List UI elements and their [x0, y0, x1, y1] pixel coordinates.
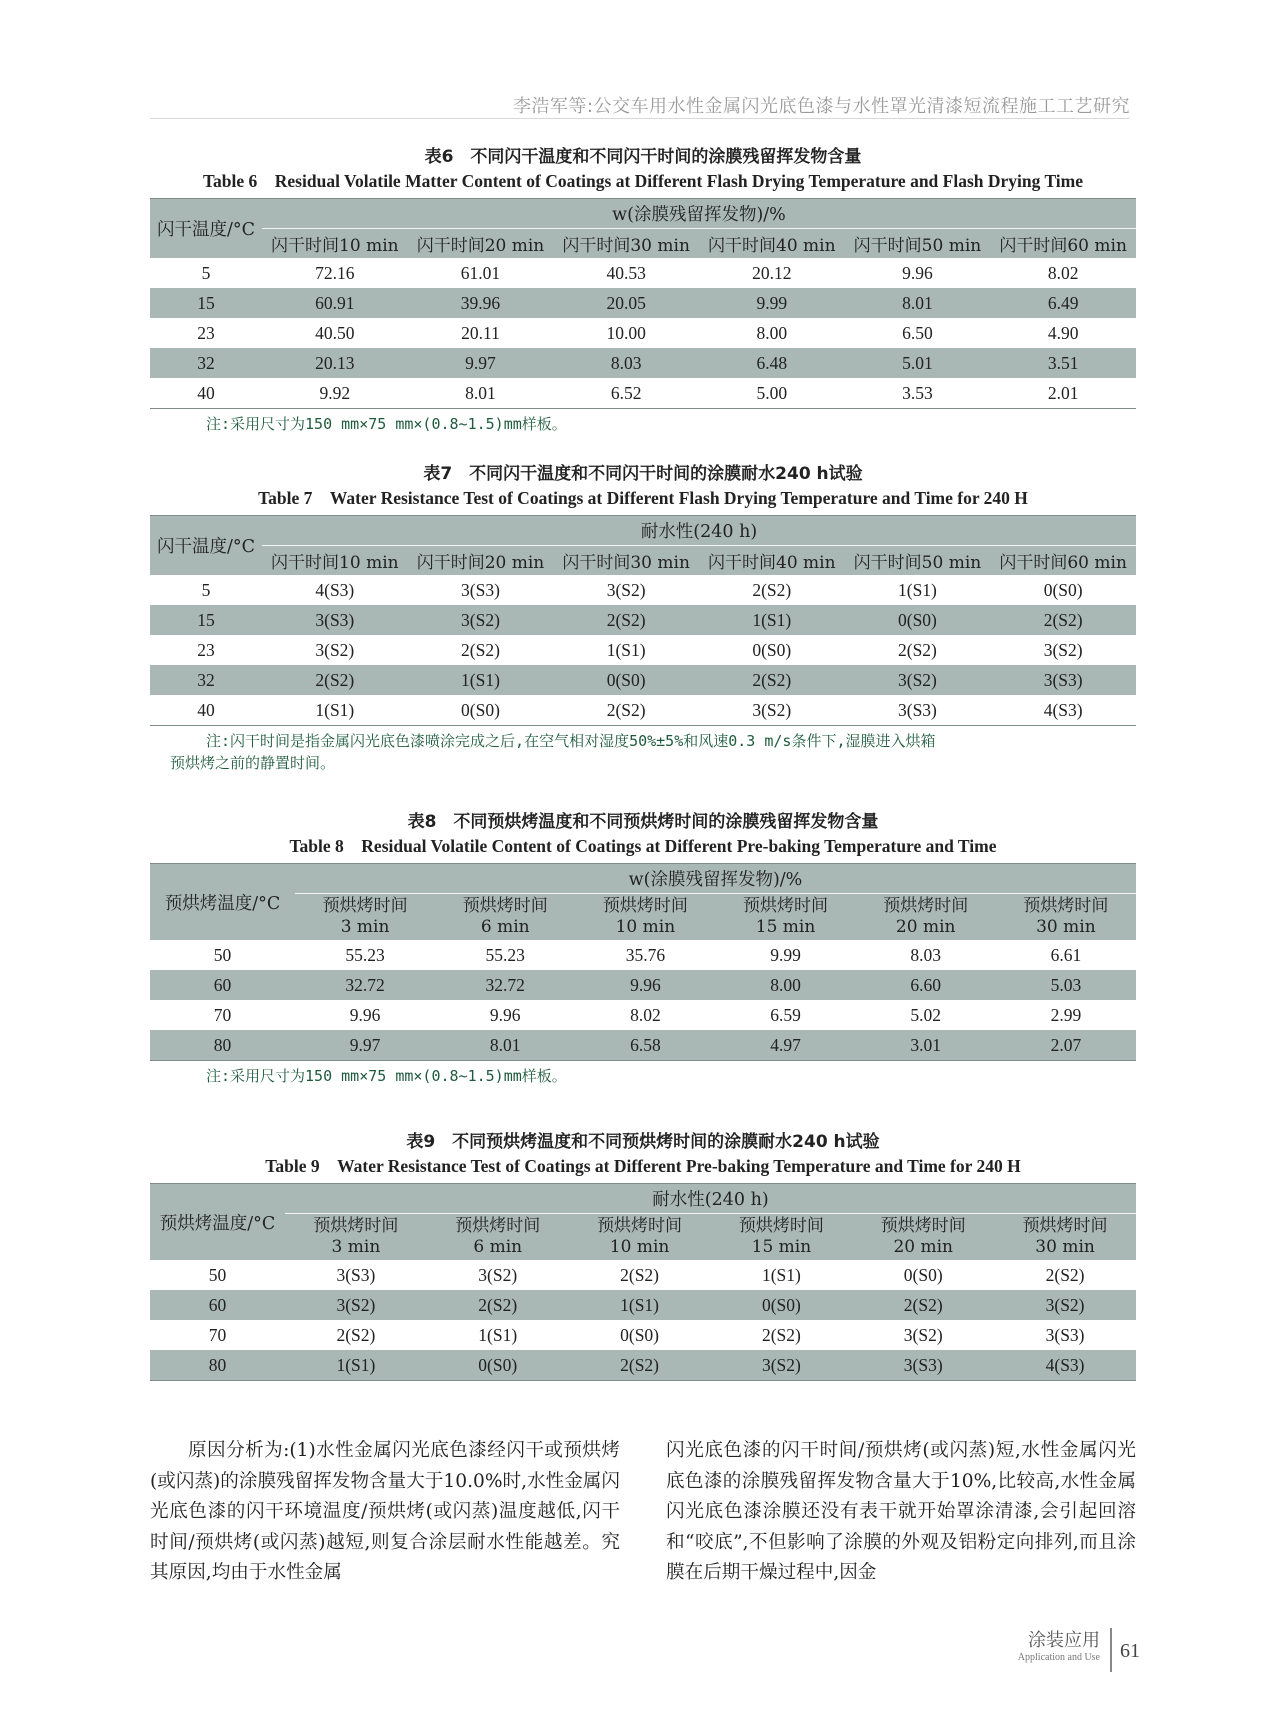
table-cell: 3(S3) [1045, 1324, 1085, 1345]
table-cell: 2(S2) [990, 605, 1136, 635]
table-cell: 55.23 [485, 944, 525, 965]
table-cell: 8.02 [1047, 262, 1079, 283]
table-6-column-header: 闪干时间20 min [408, 229, 554, 259]
table-6-note: 注:采用尺寸为150 mm×75 mm×(0.8~1.5)mm样板。 [206, 415, 567, 433]
table-cell: 9.96 [575, 970, 715, 1000]
table-cell: 2(S2) [606, 699, 646, 720]
table-cell: 4(S3) [315, 579, 355, 600]
table-9-body [150, 1260, 1136, 1381]
table-row [150, 940, 1136, 970]
table-cell: 9.92 [319, 382, 351, 403]
table-cell: 2(S2) [553, 605, 699, 635]
table-7-note-line-1: 注:闪干时间是指金属闪光底色漆喷涂完成之后,在空气相对湿度50%±5%和风速0.3 m/s条件下,湿膜进入烘箱 [206, 732, 936, 750]
table-6-column-header: 闪干时间30 min [553, 229, 699, 259]
table-7-column-header: 闪干时间20 min [408, 546, 554, 576]
table-cell: 2(S2) [761, 1324, 801, 1345]
table-row [150, 258, 1136, 288]
row-header-cell: 60 [150, 1290, 285, 1320]
table-7-column-header: 闪干时间50 min [845, 546, 991, 576]
table-9-group-header: 耐水性(240 h) [285, 1184, 1136, 1214]
table-9-column-header: 预烘烤时间 3 min [285, 1214, 427, 1261]
row-header-cell: 50 [213, 944, 232, 965]
table-7-group-header: 耐水性(240 h) [262, 516, 1136, 546]
table-cell: 2(S2) [898, 639, 937, 660]
row-header-cell: 23 [197, 322, 215, 343]
table-row [150, 378, 1136, 409]
table-cell: 2(S2) [262, 665, 408, 695]
table-7 [150, 515, 1136, 726]
table-row [150, 695, 1136, 726]
table-cell: 8.00 [756, 322, 788, 343]
table-9-stub-header: 预烘烤温度/°C [150, 1184, 285, 1261]
table-cell: 8.01 [465, 382, 496, 403]
table-7-block [150, 462, 1136, 774]
table-row [150, 635, 1136, 665]
table-cell: 1(S1) [408, 665, 554, 695]
table-cell: 3(S2) [845, 665, 991, 695]
table-cell: 1(S1) [699, 605, 845, 635]
table-9-column-header: 预烘烤时间 15 min [710, 1214, 852, 1261]
table-8-column-header: 预烘烤时间 6 min [435, 894, 575, 941]
table-6-column-header: 闪干时间40 min [699, 229, 845, 259]
table-cell: 8.01 [845, 288, 991, 318]
table-cell: 39.96 [408, 288, 554, 318]
body-column-left: 原因分析为:(1)水性金属闪光底色漆经闪干或预烘烤(或闪蒸)的涂膜残留挥发物含量大于10.0%时,水性金属闪光底色漆的闪干环境温度/预烘烤(或闪蒸)温度越低,闪干时间/预烘烤(或闪蒸)越短,则复合涂层耐水性能越差。究其原因,均由于水性金属 [150, 1440, 620, 1583]
table-cell: 1(S1) [569, 1290, 711, 1320]
row-header-cell: 70 [213, 1004, 232, 1025]
table-cell: 8.03 [910, 944, 942, 965]
row-header-cell: 23 [197, 639, 215, 660]
table-cell: 4.90 [1047, 322, 1079, 343]
row-header-cell: 5 [201, 262, 211, 283]
table-cell: 2(S2) [699, 665, 845, 695]
table-cell: 6.49 [990, 288, 1136, 318]
table-7-caption-en: Table 7 Water Resistance Test of Coatings at Different Flash Drying Temperature and Time for 240 H [258, 488, 1028, 508]
table-7-column-header: 闪干时间30 min [553, 546, 699, 576]
table-cell: 0(S0) [710, 1290, 852, 1320]
table-cell: 2(S2) [620, 1264, 660, 1285]
table-row [150, 970, 1136, 1000]
header-divider [150, 118, 1130, 119]
table-row [150, 348, 1136, 378]
table-cell: 3(S2) [1043, 639, 1083, 660]
table-cell: 10.00 [606, 322, 646, 343]
table-cell: 32.72 [435, 970, 575, 1000]
table-cell: 0(S0) [461, 699, 500, 720]
table-cell: 55.23 [345, 944, 385, 965]
table-9-column-header: 预烘烤时间 20 min [852, 1214, 994, 1261]
table-9-column-header: 预烘烤时间 30 min [994, 1214, 1136, 1261]
table-cell: 3(S2) [606, 579, 646, 600]
table-cell: 35.76 [625, 944, 666, 965]
table-cell: 4(S3) [994, 1350, 1136, 1381]
table-9-column-header: 预烘烤时间 10 min [569, 1214, 711, 1261]
table-cell: 61.01 [460, 262, 501, 283]
row-header-cell: 32 [150, 665, 262, 695]
table-cell: 2(S2) [752, 579, 792, 600]
table-cell: 20.13 [262, 348, 408, 378]
table-8-column-header: 预烘烤时间 30 min [996, 894, 1136, 941]
table-cell: 9.99 [699, 288, 845, 318]
table-7-caption-cn: 表7 不同闪干温度和不同闪干时间的涂膜耐水240 h试验 [423, 464, 863, 484]
table-7-column-header: 闪干时间60 min [990, 546, 1136, 576]
table-6-block [150, 145, 1136, 435]
table-cell: 0(S0) [553, 665, 699, 695]
table-cell: 5.00 [756, 382, 788, 403]
table-cell: 6.61 [1050, 944, 1082, 965]
table-cell: 32.72 [295, 970, 435, 1000]
table-cell: 6.59 [770, 1004, 801, 1025]
table-row [150, 1350, 1136, 1381]
table-cell: 0(S0) [752, 639, 792, 660]
table-6-caption-en: Table 6 Residual Volatile Matter Content of Coatings at Different Flash Drying Temperature and Flash Drying Time [202, 171, 1084, 191]
table-7-note-line-2: 预烘烤之前的静置时间。 [170, 754, 336, 772]
table-cell: 5.03 [996, 970, 1136, 1000]
table-cell: 72.16 [315, 262, 355, 283]
table-cell: 2(S2) [461, 639, 500, 660]
table-cell: 1(S1) [606, 639, 646, 660]
table-cell: 6.50 [902, 322, 933, 343]
row-header-cell: 60 [150, 970, 295, 1000]
table-cell: 20.12 [752, 262, 792, 283]
table-cell: 3.01 [856, 1030, 996, 1061]
table-cell: 1(S1) [478, 1324, 518, 1345]
table-8-group-header: w(涂膜残留挥发物)/% [295, 864, 1136, 894]
table-cell: 0(S0) [427, 1350, 569, 1381]
table-cell: 0(S0) [620, 1324, 660, 1345]
table-cell: 2(S2) [1045, 1264, 1085, 1285]
table-cell: 0(S0) [845, 605, 991, 635]
table-cell: 20.05 [553, 288, 699, 318]
table-cell: 6.52 [610, 382, 642, 403]
table-cell: 3(S2) [994, 1290, 1136, 1320]
table-cell: 0(S0) [1043, 579, 1083, 600]
table-6-column-header: 闪干时间60 min [990, 229, 1136, 259]
table-row [150, 318, 1136, 348]
journal-brand [1018, 1630, 1100, 1663]
table-cell: 0(S0) [903, 1264, 943, 1285]
table-cell: 9.97 [408, 348, 554, 378]
table-cell: 1(S1) [315, 699, 355, 720]
table-cell: 40.53 [606, 262, 646, 283]
row-header-cell: 80 [150, 1350, 285, 1381]
table-cell: 5.02 [910, 1004, 942, 1025]
body-column-right: 闪光底色漆的闪干时间/预烘烤(或闪蒸)短,水性金属闪光底色漆的涂膜残留挥发物含量大于10%,比较高,水性金属闪光底色漆涂膜还没有表干就开始罩涂清漆,会引起回溶和“咬底”,不但影响了涂膜的外观及铝粉定向排列,而且涂膜在后期干燥过程中,因金 [666, 1440, 1136, 1583]
row-header-cell: 5 [201, 579, 211, 600]
table-cell: 3.53 [902, 382, 933, 403]
table-cell: 4.97 [715, 1030, 855, 1061]
table-row [150, 1260, 1136, 1290]
table-cell: 40.50 [315, 322, 355, 343]
table-cell: 6.58 [575, 1030, 715, 1061]
table-8-column-header: 预烘烤时间 20 min [856, 894, 996, 941]
table-cell: 9.96 [349, 1004, 381, 1025]
table-cell: 3(S2) [315, 639, 355, 660]
table-cell: 8.02 [630, 1004, 661, 1025]
table-8-block [150, 810, 1136, 1087]
row-header-cell: 80 [150, 1030, 295, 1061]
table-cell: 9.97 [295, 1030, 435, 1061]
row-header-cell: 32 [150, 348, 262, 378]
table-row [150, 575, 1136, 605]
table-cell: 2(S2) [852, 1290, 994, 1320]
table-cell: 6.48 [699, 348, 845, 378]
table-8-column-header: 预烘烤时间 3 min [295, 894, 435, 941]
journal-name-cn: 涂装应用 [1028, 1630, 1100, 1651]
table-cell: 2(S2) [569, 1350, 711, 1381]
table-cell: 2.07 [996, 1030, 1136, 1061]
table-row [150, 1320, 1136, 1350]
table-cell: 3(S3) [852, 1350, 994, 1381]
row-header-cell: 15 [150, 605, 262, 635]
table-8-stub-header: 预烘烤温度/°C [150, 864, 295, 941]
table-cell: 8.03 [553, 348, 699, 378]
table-8-body [150, 940, 1136, 1061]
table-cell: 2.01 [1047, 382, 1079, 403]
table-cell: 8.01 [435, 1030, 575, 1061]
running-header: 李浩军等:公交车用水性金属闪光底色漆与水性罩光清漆短流程施工工艺研究 [512, 96, 1130, 117]
row-header-cell: 70 [208, 1324, 227, 1345]
table-cell: 3(S3) [262, 605, 408, 635]
table-cell: 1(S1) [285, 1350, 427, 1381]
table-7-note [150, 730, 1136, 774]
table-6-column-header: 闪干时间50 min [845, 229, 991, 259]
table-cell: 3(S3) [898, 699, 937, 720]
table-7-column-header: 闪干时间40 min [699, 546, 845, 576]
row-header-cell: 40 [197, 382, 215, 403]
table-cell: 3(S2) [903, 1324, 943, 1345]
table-7-stub-header: 闪干温度/°C [150, 516, 262, 576]
table-6-stub-header: 闪干温度/°C [150, 199, 262, 259]
journal-name-en: Application and Use [1017, 1652, 1100, 1663]
table-cell: 3(S2) [478, 1264, 518, 1285]
table-7-column-header: 闪干时间10 min [262, 546, 408, 576]
table-cell: 9.99 [770, 944, 801, 965]
page-number: 61 [1120, 1640, 1140, 1662]
table-cell: 9.96 [489, 1004, 521, 1025]
table-cell: 1(S1) [898, 579, 937, 600]
table-cell: 3(S3) [990, 665, 1136, 695]
table-cell: 8.00 [715, 970, 855, 1000]
table-cell: 3(S2) [710, 1350, 852, 1381]
table-row [150, 665, 1136, 695]
table-row [150, 605, 1136, 635]
table-cell: 4(S3) [1043, 699, 1083, 720]
table-cell: 1(S1) [761, 1264, 801, 1285]
table-cell: 60.91 [262, 288, 408, 318]
table-cell: 3(S2) [285, 1290, 427, 1320]
table-6-group-header: w(涂膜残留挥发物)/% [262, 199, 1136, 229]
table-cell: 3(S3) [336, 1264, 376, 1285]
table-cell: 3(S2) [752, 699, 792, 720]
row-header-cell: 40 [197, 699, 215, 720]
table-cell: 20.11 [461, 322, 500, 343]
table-cell: 9.96 [902, 262, 933, 283]
table-cell: 6.60 [856, 970, 996, 1000]
table-8-caption-en: Table 8 Residual Volatile Content of Coatings at Different Pre-baking Temperature and Time [289, 836, 997, 856]
table-9-block [150, 1130, 1136, 1381]
table-cell: 2(S2) [427, 1290, 569, 1320]
table-cell: 3.51 [990, 348, 1136, 378]
table-row [150, 1290, 1136, 1320]
table-8-caption-cn: 表8 不同预烘烤温度和不同预烘烤时间的涂膜残留挥发物含量 [407, 812, 879, 832]
table-8-column-header: 预烘烤时间 15 min [715, 894, 855, 941]
table-6-caption-cn: 表6 不同闪干温度和不同闪干时间的涂膜残留挥发物含量 [424, 147, 862, 167]
table-9-caption-cn: 表9 不同预烘烤温度和不同预烘烤时间的涂膜耐水240 h试验 [406, 1132, 880, 1152]
table-8 [150, 863, 1136, 1061]
table-row [150, 1000, 1136, 1030]
table-row [150, 1030, 1136, 1061]
table-cell: 3(S2) [408, 605, 554, 635]
table-cell: 5.01 [845, 348, 991, 378]
table-6-body [150, 258, 1136, 409]
footer-divider [1110, 1628, 1112, 1672]
table-9-caption-en: Table 9 Water Resistance Test of Coatings at Different Pre-baking Temperature and Time for 240 H [265, 1156, 1021, 1176]
row-header-cell: 15 [150, 288, 262, 318]
table-9 [150, 1183, 1136, 1381]
table-6-column-header: 闪干时间10 min [262, 229, 408, 259]
table-7-body [150, 575, 1136, 726]
table-cell: 3(S3) [461, 579, 500, 600]
table-9-column-header: 预烘烤时间 6 min [427, 1214, 569, 1261]
table-8-column-header: 预烘烤时间 10 min [575, 894, 715, 941]
row-header-cell: 50 [208, 1264, 227, 1285]
table-row [150, 288, 1136, 318]
table-6 [150, 198, 1136, 409]
table-8-note: 注:采用尺寸为150 mm×75 mm×(0.8~1.5)mm样板。 [206, 1067, 567, 1085]
table-cell: 2(S2) [336, 1324, 376, 1345]
table-cell: 2.99 [1050, 1004, 1082, 1025]
